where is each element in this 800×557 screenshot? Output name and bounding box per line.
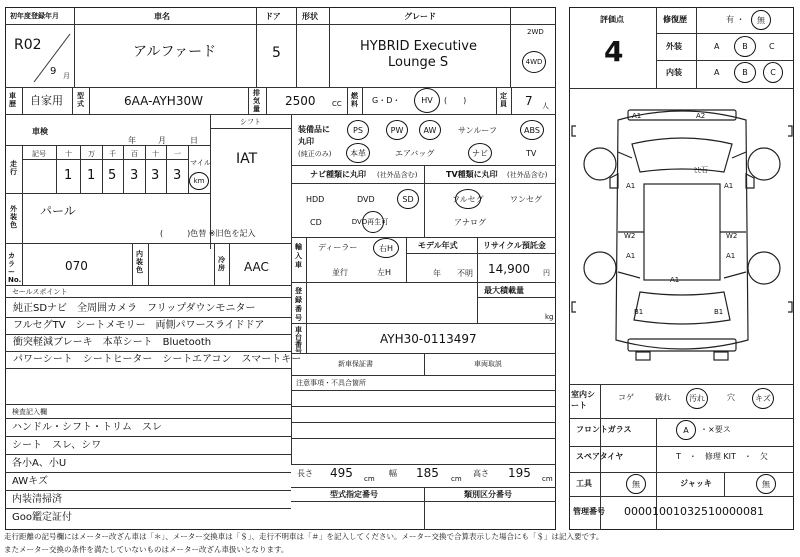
- sales-point-0: 純正SDナビ 全周囲カメラ フリップダウンモニター: [13, 303, 256, 314]
- notes-label: 注意事項・不具合箇所: [296, 379, 366, 387]
- drive-2wd: 2WD: [527, 28, 544, 36]
- inspection-day-unit: 日: [190, 136, 198, 145]
- inspection-label: 車検: [32, 127, 48, 136]
- diag-label-11: ﾋﾋ石: [694, 166, 708, 174]
- import-parallel: 並行: [332, 268, 348, 277]
- car-damage-diagram: [570, 92, 793, 382]
- footer-line2: またメーター交換の条件を満たしていないものはメーター改ざん車扱いとなります。: [4, 545, 289, 554]
- exterior-b: B: [742, 42, 748, 51]
- ac-value: AAC: [244, 260, 269, 274]
- grade-line1: HYBRID Executive: [360, 39, 477, 54]
- interior-color-label: 内装色: [136, 250, 143, 274]
- score-value: 4: [604, 35, 624, 68]
- navi-type-suffix: (社外品含む): [377, 171, 418, 179]
- recycle-value: 14,900: [488, 262, 530, 276]
- width-label: 幅: [389, 469, 397, 478]
- exterior-b-circle: [734, 36, 756, 57]
- navi-sd-circle: [397, 189, 419, 209]
- navi-dvd: DVD: [357, 195, 375, 204]
- interior-label: 内装: [666, 68, 682, 77]
- windshield-label: フロントガラス: [576, 425, 632, 434]
- diag-label-7: B1: [714, 308, 724, 316]
- digit-1: 1: [87, 168, 96, 183]
- equip-abs-circle: [520, 120, 544, 140]
- car-name-label: 車名: [154, 12, 170, 21]
- digit-3: 3: [130, 168, 139, 183]
- type-designation-label: 型式指定番号: [330, 490, 378, 499]
- vehicle-manual: 車両取説: [474, 360, 502, 368]
- width-unit: cm: [451, 475, 462, 483]
- registration-label: 登録番号: [295, 287, 302, 322]
- height-label: 高さ: [473, 469, 489, 478]
- cc-unit: CC: [332, 100, 342, 108]
- shape-label: 形状: [302, 12, 318, 21]
- mileage-mark-label: 記号: [32, 150, 46, 158]
- interior-seat-label: 室内シート: [571, 390, 595, 410]
- import-dealer: ディーラー: [318, 243, 358, 252]
- interior-c-circle: [763, 62, 783, 83]
- equip-tv: TV: [526, 149, 537, 158]
- drive-4wd: 4WD: [525, 58, 543, 66]
- model-year-unknown: 不明: [457, 269, 473, 278]
- import-label: 輸入車: [295, 243, 302, 269]
- inspector-line-5: Goo鑑定証付: [12, 512, 72, 523]
- windshield-rest: ・×要ス: [700, 425, 731, 434]
- interior-a: A: [714, 68, 720, 77]
- exterior-a: A: [714, 42, 720, 51]
- digit-label-4: 十: [152, 150, 159, 158]
- fuel-hv-circle: [414, 88, 440, 113]
- inspector-line-0: ハンドル・シフト・トリム スレ: [12, 422, 162, 433]
- fuel-label: 燃料: [351, 92, 358, 108]
- equip-navi: ナビ: [472, 148, 488, 158]
- seat-yogore: 汚れ: [689, 394, 705, 403]
- reg-year-label: 初年度登録年月: [10, 12, 59, 20]
- recycle-label: リサイクル預託金: [483, 241, 546, 250]
- digit-label-2: 千: [109, 150, 116, 158]
- import-right: 右H: [378, 243, 393, 253]
- shift-label: シフト: [240, 118, 261, 126]
- import-right-circle: [373, 238, 399, 258]
- inspector-line-1: シート スレ、シワ: [12, 440, 102, 451]
- exterior-c: C: [769, 42, 775, 51]
- jack-none-circle: [756, 474, 776, 494]
- digit-label-0: 十: [65, 150, 72, 158]
- diag-label-10: A1: [670, 276, 680, 284]
- color-label: 外装色: [10, 205, 17, 229]
- mile-label: マイル: [190, 159, 211, 167]
- max-load-label: 最大積載量: [484, 286, 524, 295]
- reg-era: R02: [14, 37, 42, 53]
- tv-type-suffix: (社外品含む): [507, 171, 548, 179]
- category-number-label: 類別区分番号: [464, 490, 512, 499]
- height-unit: cm: [542, 475, 553, 483]
- category-label: 車歴: [9, 92, 16, 108]
- navi-dvd-play: DVD再生可: [351, 218, 389, 226]
- chassis-value: AYH30-0113497: [380, 332, 477, 346]
- digit-0: 1: [64, 168, 73, 183]
- seat-ana: 穴: [727, 393, 735, 402]
- ac-label: 冷房: [218, 256, 225, 272]
- height-value: 195: [508, 466, 531, 480]
- color-value: パール: [40, 204, 76, 218]
- control-label: 管理番号: [573, 507, 605, 516]
- diag-label-1: A2: [696, 112, 706, 120]
- length-unit: cm: [364, 475, 375, 483]
- mileage-label: 走行: [10, 160, 17, 176]
- seat-kizu: キズ: [755, 394, 771, 403]
- tv-oneseg: ワンセグ: [510, 195, 542, 204]
- door-label: ドア: [265, 12, 281, 21]
- equip-pw-circle: [386, 120, 408, 140]
- equip-label-2: 丸印: [298, 137, 314, 146]
- color-no-value: 070: [65, 259, 88, 273]
- fuel-paren: ( ): [444, 96, 467, 105]
- diag-label-5: A1: [724, 182, 734, 190]
- equip-ps-circle: [347, 120, 369, 140]
- equip-label-1: 装備品に: [298, 125, 330, 134]
- equip-leather: 本革: [350, 148, 366, 158]
- sales-points-label: セールスポイント: [12, 288, 68, 296]
- length-value: 495: [330, 466, 353, 480]
- interior-b: B: [742, 68, 748, 77]
- chassis-label: 車台番号: [295, 326, 302, 355]
- repair-none: 無: [757, 15, 765, 25]
- tools-label: 工具: [576, 479, 592, 488]
- diag-label-9: A1: [726, 252, 736, 260]
- digit-5: 3: [173, 168, 182, 183]
- equip-aw: AW: [423, 125, 437, 135]
- equip-aw-circle: [419, 120, 441, 140]
- sales-point-2: 衝突軽減ブレーキ 本革シート Bluetooth: [13, 337, 212, 348]
- length-label: 長さ: [297, 469, 313, 478]
- grade-line2: Lounge S: [388, 55, 449, 70]
- diag-label-3: W2: [624, 232, 636, 240]
- shift-value: IAT: [236, 151, 258, 167]
- drive-4wd-circle: [522, 51, 546, 73]
- exterior-label: 外装: [666, 42, 682, 51]
- import-left: 左H: [377, 268, 392, 277]
- diag-label-2: A1: [626, 182, 636, 190]
- equip-label-3: (純正のみ): [298, 150, 332, 158]
- navi-dvd-play-mark: [362, 211, 384, 233]
- windshield-a: A: [683, 425, 689, 435]
- repair-options: 有 ・: [726, 15, 745, 24]
- km-circle: [189, 172, 209, 190]
- inspector-line-2: 各小A、小U: [12, 458, 67, 469]
- seat-yogore-circle: [686, 388, 708, 409]
- digit-label-3: 百: [131, 150, 138, 158]
- navi-hdd: HDD: [306, 195, 325, 204]
- windshield-a-circle: [676, 420, 696, 440]
- capacity-unit: 人: [542, 102, 549, 110]
- interior-b-circle: [734, 62, 756, 83]
- tv-type-title: TV種類に丸印: [446, 170, 498, 179]
- new-car-warranty: 新車保証書: [338, 360, 373, 368]
- diag-label-8: W2: [726, 232, 738, 240]
- km-label: km: [193, 177, 205, 185]
- digit-2: 5: [108, 168, 117, 183]
- grade-label: グレード: [404, 12, 436, 21]
- tools-none: 無: [632, 479, 640, 489]
- diag-label-6: B1: [634, 308, 644, 316]
- spare-tire-options: T ・ 修理 KIT ・ 欠: [676, 452, 768, 461]
- diag-label-0: A1: [632, 112, 642, 120]
- model: 6AA-AYH30W: [124, 94, 203, 108]
- tv-fullseg: フルセグ: [452, 195, 484, 204]
- seat-koge: コゲ: [618, 393, 634, 402]
- inspection-year-unit: 年: [128, 136, 136, 145]
- inspector-line-3: AWキズ: [12, 476, 48, 487]
- doors: 5: [272, 45, 281, 61]
- equip-sunroof: サンルーフ: [458, 126, 497, 135]
- model-year-label: モデル年式: [418, 241, 458, 250]
- repair-none-circle: [751, 10, 771, 30]
- control-value: 00001001032510000081: [624, 505, 764, 518]
- fuel-hv: HV: [421, 96, 433, 105]
- displacement-label: 排気量: [253, 89, 260, 113]
- score-label: 評価点: [600, 15, 624, 24]
- tv-analog: アナログ: [454, 218, 486, 227]
- footer-line1: 走行距離の記号欄にはメーター改ざん車は「＊」、メーター交換車は「＄」、走行不明車は「＃」を記入してください。メーター交換で合算表示した場合にも「＄」は記入要です。: [4, 532, 604, 541]
- digit-4: 3: [151, 168, 160, 183]
- navi-type-title: ナビ種類に丸印: [310, 170, 366, 179]
- model-label: 型式: [77, 92, 84, 108]
- displacement: 2500: [285, 94, 316, 108]
- seat-kizu-circle: [752, 388, 774, 409]
- capacity: 7: [525, 94, 533, 108]
- repair-label: 修復歴: [663, 15, 687, 24]
- capacity-label: 定員: [500, 92, 507, 108]
- navi-sd: SD: [402, 194, 414, 204]
- inspector-label: 検査記入欄: [12, 408, 47, 416]
- digit-label-5: 一: [174, 150, 181, 158]
- color-note: ( )色替 ※旧色を記入: [160, 229, 256, 238]
- width-value: 185: [416, 466, 439, 480]
- equip-leather-circle: [346, 143, 370, 163]
- inspector-line-4: 内装清掃済: [12, 494, 62, 505]
- tools-none-circle: [626, 474, 646, 494]
- car-name: アルファード: [133, 44, 217, 60]
- reg-month: 9: [50, 66, 57, 77]
- digit-label-1: 万: [88, 150, 95, 158]
- fuel-options: G・D・: [372, 96, 401, 105]
- reg-month-unit: 月: [63, 72, 70, 80]
- inspection-month-unit: 月: [158, 136, 166, 145]
- jack-label: ジャッキ: [680, 479, 712, 488]
- interior-c: C: [770, 68, 776, 77]
- navi-cd: CD: [310, 218, 322, 227]
- equip-airbag: エアバッグ: [395, 149, 435, 158]
- sales-point-3: パワーシート シートヒーター シートエアコン スマートキー: [13, 354, 302, 365]
- equip-navi-circle: [468, 143, 492, 163]
- equip-ps: PS: [353, 125, 363, 135]
- diag-label-4: A1: [626, 252, 636, 260]
- recycle-unit: 円: [543, 269, 550, 277]
- category: 自家用: [30, 94, 63, 107]
- jack-none: 無: [762, 479, 770, 489]
- max-load-unit: kg: [545, 313, 554, 321]
- color-no-label: カラーNo.: [8, 252, 22, 284]
- equip-pw: PW: [390, 125, 404, 135]
- equip-abs: ABS: [524, 125, 540, 135]
- seat-yabure: 破れ: [655, 393, 671, 402]
- spare-tire-label: スペアタイヤ: [576, 452, 624, 461]
- model-year-unit: 年: [433, 269, 441, 278]
- sales-point-1: フルセグTV シートメモリー 両側パワースライドドア: [13, 320, 265, 331]
